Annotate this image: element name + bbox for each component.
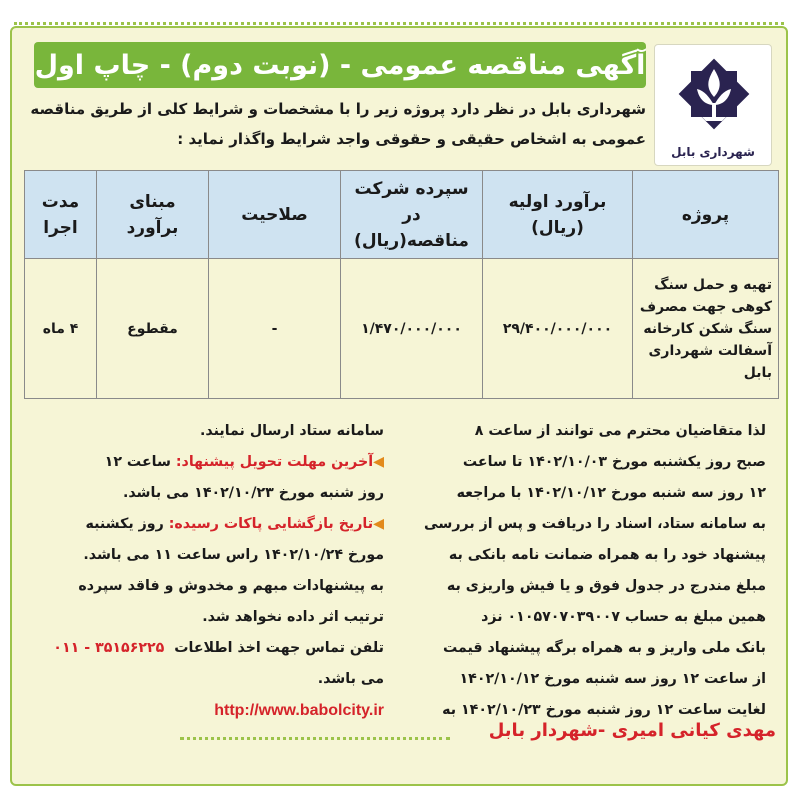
cell-initial-estimate: ۲۹/۴۰۰/۰۰۰/۰۰۰ [483,259,633,399]
top-dotted-border [14,22,784,25]
body-line: سامانه ستاد ارسال نمایند. [200,423,384,439]
header-qualification: صلاحیت [209,171,341,259]
notice-title: آگهی مناقصه عمومی - (نوبت دوم) - چاپ اول [34,49,646,81]
babol-municipality-logo [654,44,772,166]
body-line: همین مبلغ به حساب ۰۱۰۵۷۰۷۰۳۹۰۰۷ نزد [481,609,766,625]
body-line: می باشد. [317,671,384,687]
cell-duration: ۴ ماه [25,259,97,399]
logo-emblem-icon [669,51,759,137]
header-project: پروژه [633,171,779,259]
body-line: لغایت ساعت ۱۲ روز شنبه مورخ ۱۴۰۲/۱۰/۲۳ به [442,702,766,718]
body-line: لذا متقاضیان محترم می توانند از ساعت ۸ [474,423,766,439]
opening-line [18,509,384,540]
cell-estimate-basis: مقطوع [97,259,209,399]
cell-tender-deposit: ۱/۴۷۰/۰۰۰/۰۰۰ [341,259,483,399]
deadline-value: ساعت ۱۲ [104,454,176,470]
title-banner [34,42,646,88]
intro-line-2: عمومی به اشخاص حقیقی و حقوقی واجد شرایط واگذار نماید : [177,130,646,148]
body-line: ترتیب اثر داده نخواهد شد. [202,609,384,625]
footer-dotted-line [180,737,450,740]
project-table [24,170,779,399]
cell-qualification: - [209,259,341,399]
phone-number: ۳۵۱۵۶۲۲۵ - ۰۱۱ [53,640,165,656]
phone-label: تلفن تماس جهت اخذ اطلاعات [174,640,384,656]
body-line: ۱۲ روز سه شنبه مورخ ۱۴۰۲/۱۰/۱۲ با مراجعه [456,485,766,501]
table-header-row [25,171,779,259]
header-tender-deposit: سپرده شرکت در مناقصه(ریال) [341,171,483,259]
header-estimate-basis: مبنای برآورد [97,171,209,259]
deadline-label: آخرین مهلت تحویل پیشنهاد: [175,454,374,470]
body-line: پیشنهاد خود را به همراه ضمانت نامه بانکی به [448,547,766,563]
body-column-left [18,416,384,726]
phone-line [18,633,384,664]
notice-frame [10,26,788,786]
body-line: بانک ملی واریز و به همراه برگه پیشنهاد قیمت [442,640,766,656]
table-row [25,259,779,399]
arrow-left-icon: ◀ [373,454,384,470]
intro-paragraph [26,94,646,154]
header-duration: مدت اجرا [25,171,97,259]
body-line: روز شنبه مورخ ۱۴۰۲/۱۰/۲۳ می باشد. [122,485,384,501]
body-line: به سامانه ستاد، اسناد را دریافت و پس از بررسی [424,516,766,532]
body-line: مبلغ مندرج در جدول فوق و یا فیش واریزی به [446,578,766,594]
body-line: به پیشنهادات مبهم و مخدوش و فاقد سپرده [78,578,384,594]
body-column-right [400,416,766,726]
body-line: صبح روز یکشنبه مورخ ۱۴۰۲/۱۰/۰۳ تا ساعت [462,454,766,470]
website-link[interactable]: http://www.babolcity.ir [214,702,384,719]
body-line: مورخ ۱۴۰۲/۱۰/۲۴ راس ساعت ۱۱ می باشد. [83,547,384,563]
logo-caption: شهرداری بابل [671,145,755,159]
intro-line-1: شهرداری بابل در نظر دارد پروژه زیر را با مشخصات و شرایط کلی از طریق مناقصه [30,100,646,118]
signature: مهدی کیانی امیری -شهردار بابل [488,720,776,741]
opening-value: روز یکشنبه [85,516,169,532]
header-initial-estimate: برآورد اولیه (ریال) [483,171,633,259]
body-line: از ساعت ۱۲ روز سه شنبه مورخ ۱۴۰۲/۱۰/۱۲ [459,671,766,687]
arrow-left-icon: ◀ [373,516,384,532]
opening-label: تاریخ بازگشایی پاکات رسیده: [168,516,374,532]
deadline-line [18,447,384,478]
cell-project: تهیه و حمل سنگ کوهی جهت مصرف سنگ شکن کارخانه آسفالت شهرداری بابل [633,259,779,399]
